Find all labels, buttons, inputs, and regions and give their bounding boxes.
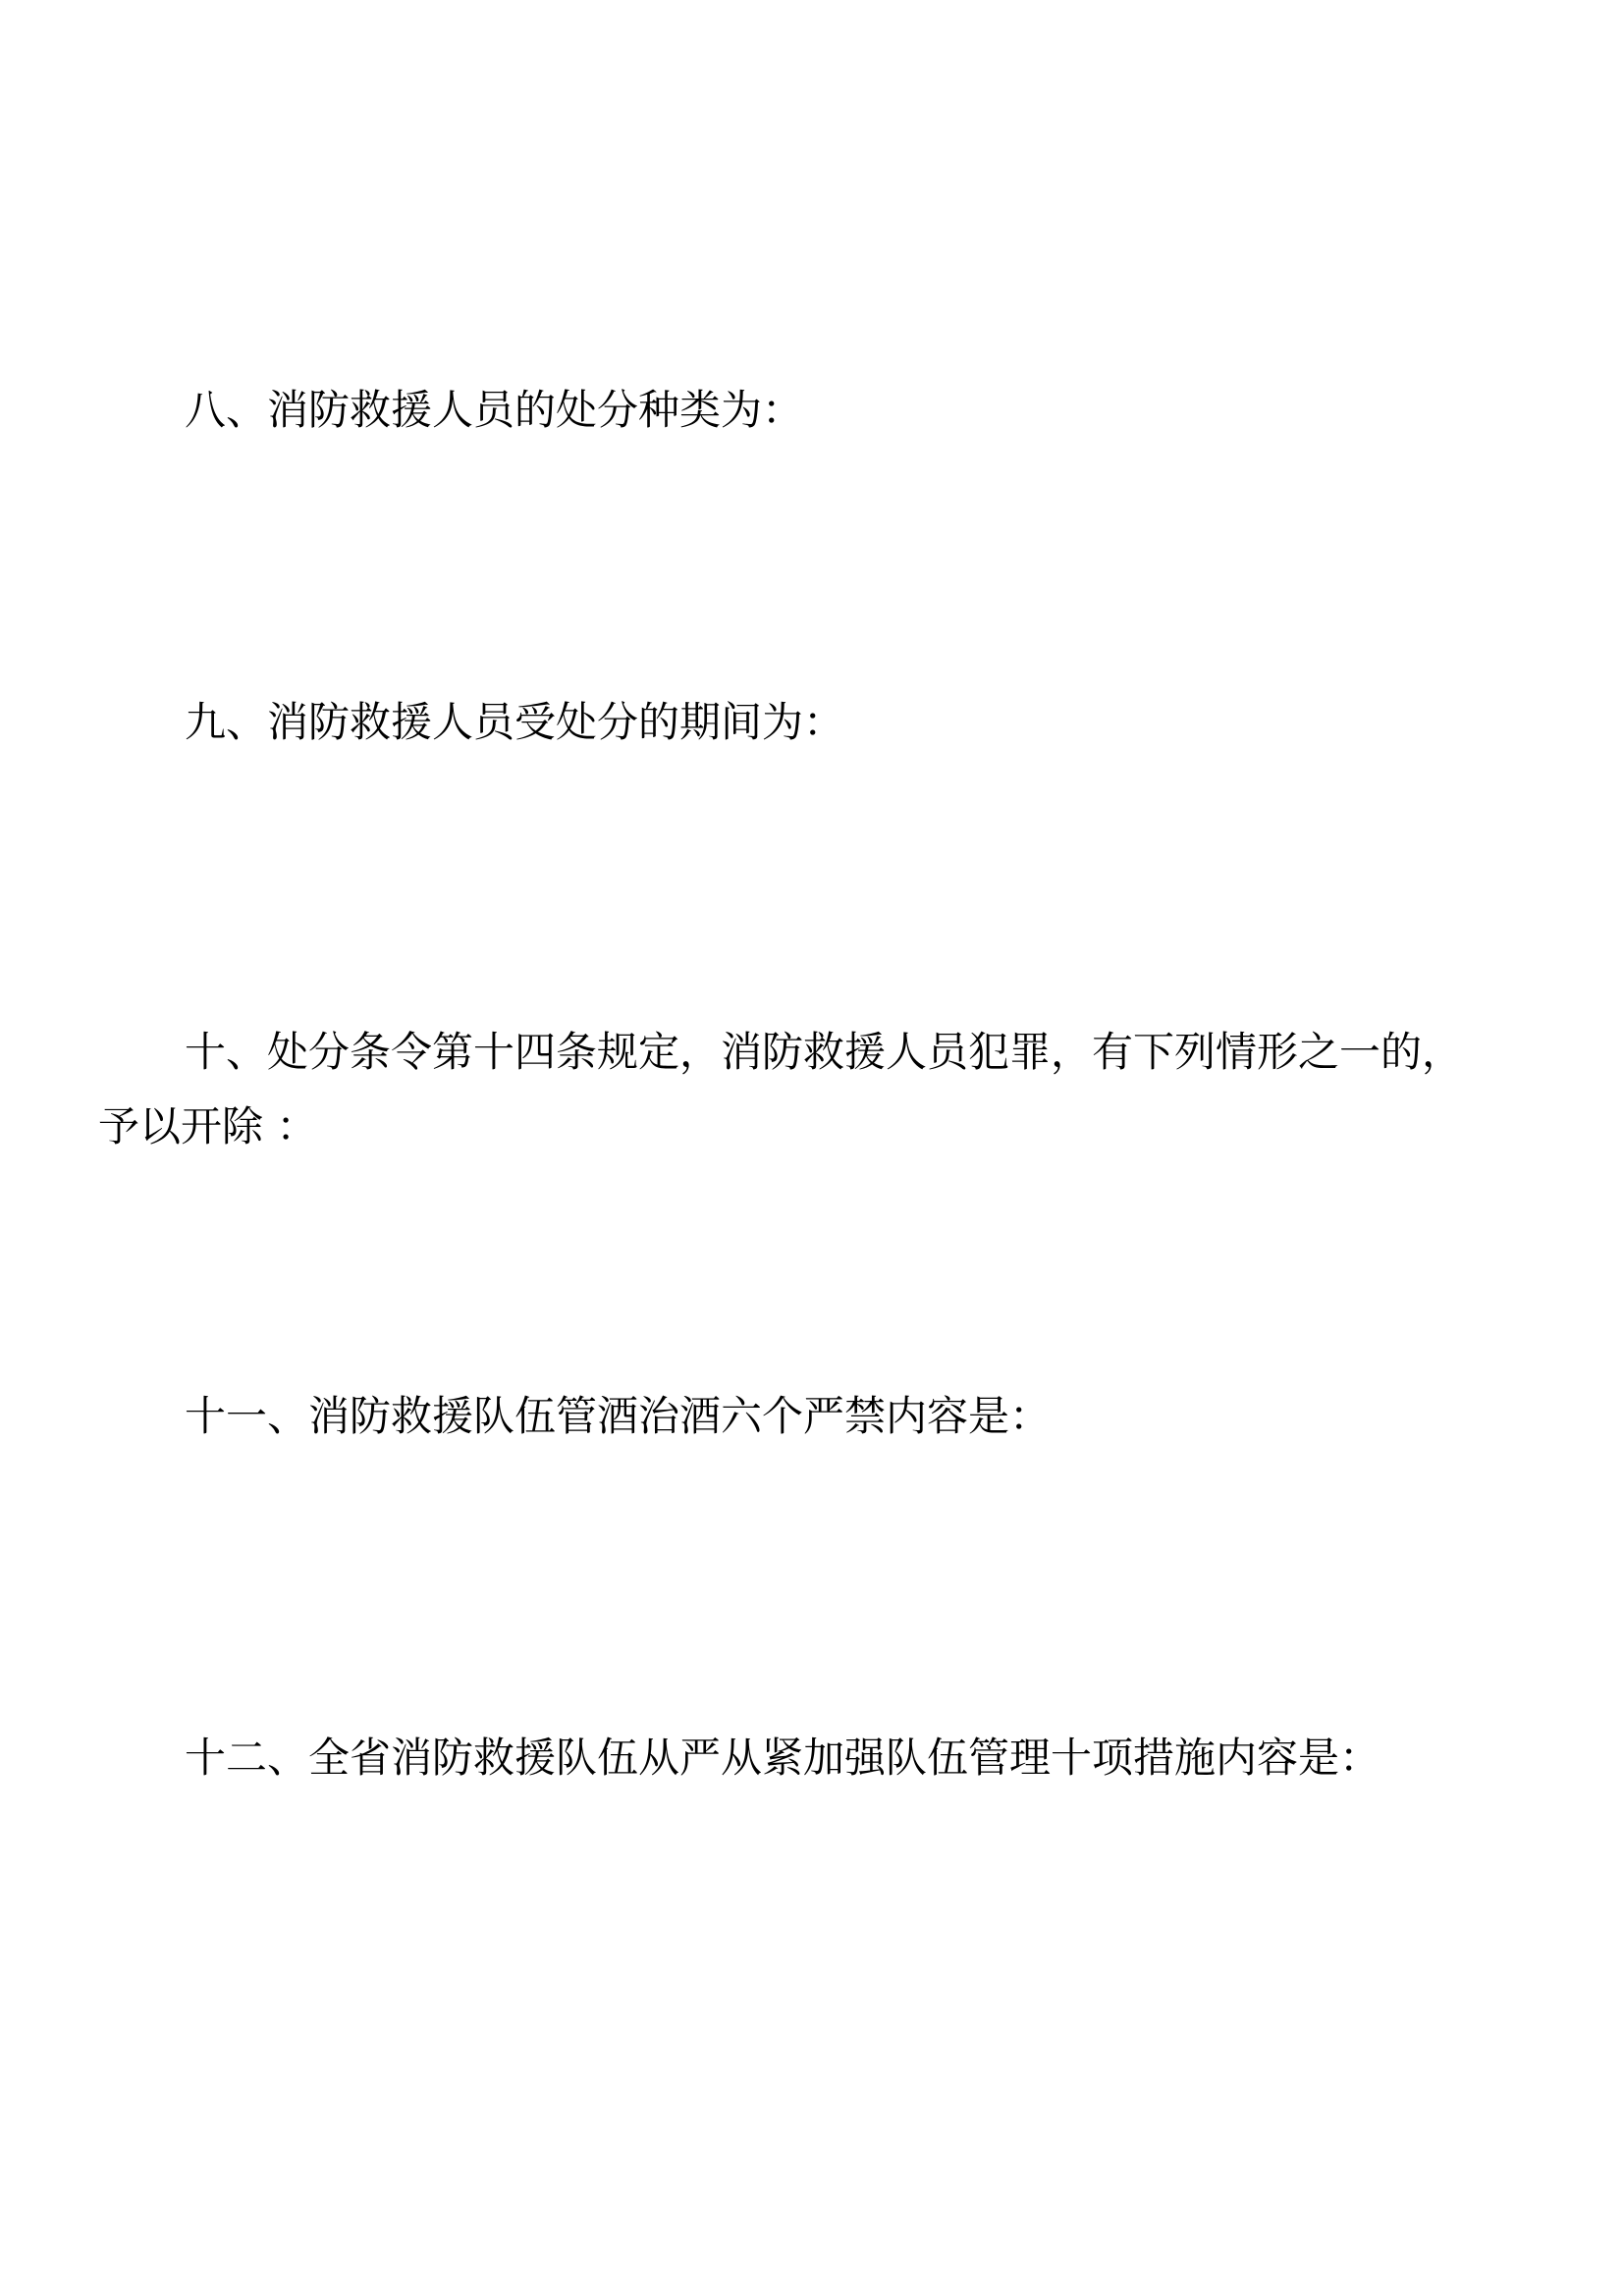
question-9: 九、消防救援人员受处分的期间为： (185, 698, 845, 746)
question-12: 十二、全省消防救援队伍从严从紧加强队伍管理十项措施内容是： (185, 1734, 1381, 1782)
question-10: 十、处分条令第十四条规定，消防救援人员犯罪，有下列情形之一的，予以开除 ： (98, 1028, 1464, 1150)
question-8: 八、消防救援人员的处分种类为： (185, 386, 804, 434)
question-11: 十一、消防救援队伍管酒治酒六个严禁内容是： (185, 1392, 1052, 1440)
